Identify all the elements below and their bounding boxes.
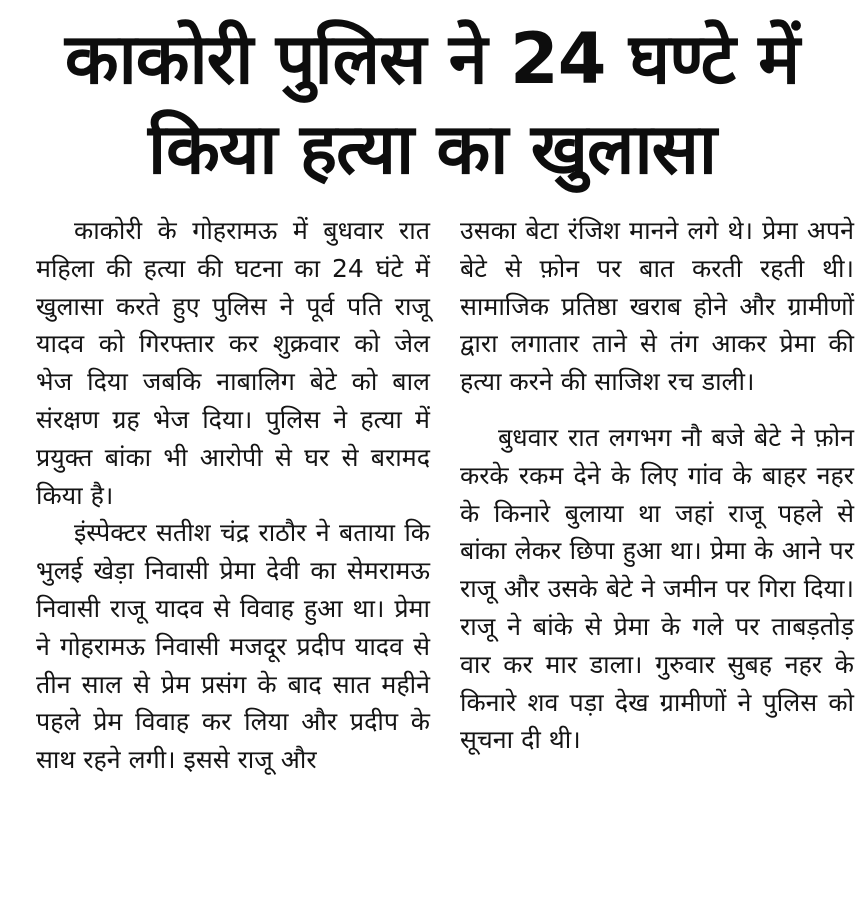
article-paragraph: इंस्पेक्टर सतीश चंद्र राठौर ने बताया कि भुलई खेड़ा निवासी प्रेमा देवी का सेमरामऊ निवासी राजू यादव से विवाह हुआ था। प्रेमा ने गोहरामऊ निवासी मजदूर प्रदीप यादव से तीन साल से प्रेम प्रसंग के बाद सात महीने पहले प्रेम विवाह कर लिया और प्रदीप के साथ रहने लगी। इससे राजू और — [36, 518, 430, 775]
article-column-left — [36, 212, 430, 892]
article-paragraph: काकोरी के गोहरामऊ में बुधवार रात महिला की हत्या की घटना का 24 घंटे में खुलासा करते हुए पुलिस ने पूर्व पति राजू यादव को गिरफ्तार कर शुक्रवार को जेल भेज दिया जबकि नाबालिग बेटे को बाल संरक्षण ग्रह भेज दिया। पुलिस ने हत्या में प्रयुक्त बांका भी आरोपी से घर से बरामद किया है। — [36, 216, 430, 510]
article-paragraph: उसका बेटा रंजिश मानने लगे थे। प्रेमा अपने बेटे से फ़ोन पर बात करती रहती थी। सामाजिक प्रतिष्ठा खराब होने और ग्रामीणों द्वारा लगातार ताने से तंग आकर प्रेमा की हत्या करने की साजिश रच डाली। — [460, 216, 854, 397]
headline — [20, 14, 844, 194]
article-paragraph: बुधवार रात लगभग नौ बजे बेटे ने फ़ोन करके रकम देने के लिए गांव के बाहर नहर के किनारे बुलाया था जहां राजू पहले से बांका लेकर छिपा हुआ था। प्रेमा के आने पर राजू और उसके बेटे ने जमीन पर गिरा दिया। राजू ने बांके से प्रेमा के गले पर ताबड़तोड़ वार कर मार डाला। गुरुवार सुबह नहर के किनारे शव पड़ा देख ग्रामीणों ने पुलिस को सूचना दी थी। — [460, 422, 854, 755]
headline-line-2: किया हत्या का खुलासा — [147, 108, 717, 190]
headline-line-1: काकोरी पुलिस ने 24 घण्टे में — [64, 18, 800, 100]
article-column-right — [460, 212, 854, 892]
article-body — [36, 212, 854, 892]
